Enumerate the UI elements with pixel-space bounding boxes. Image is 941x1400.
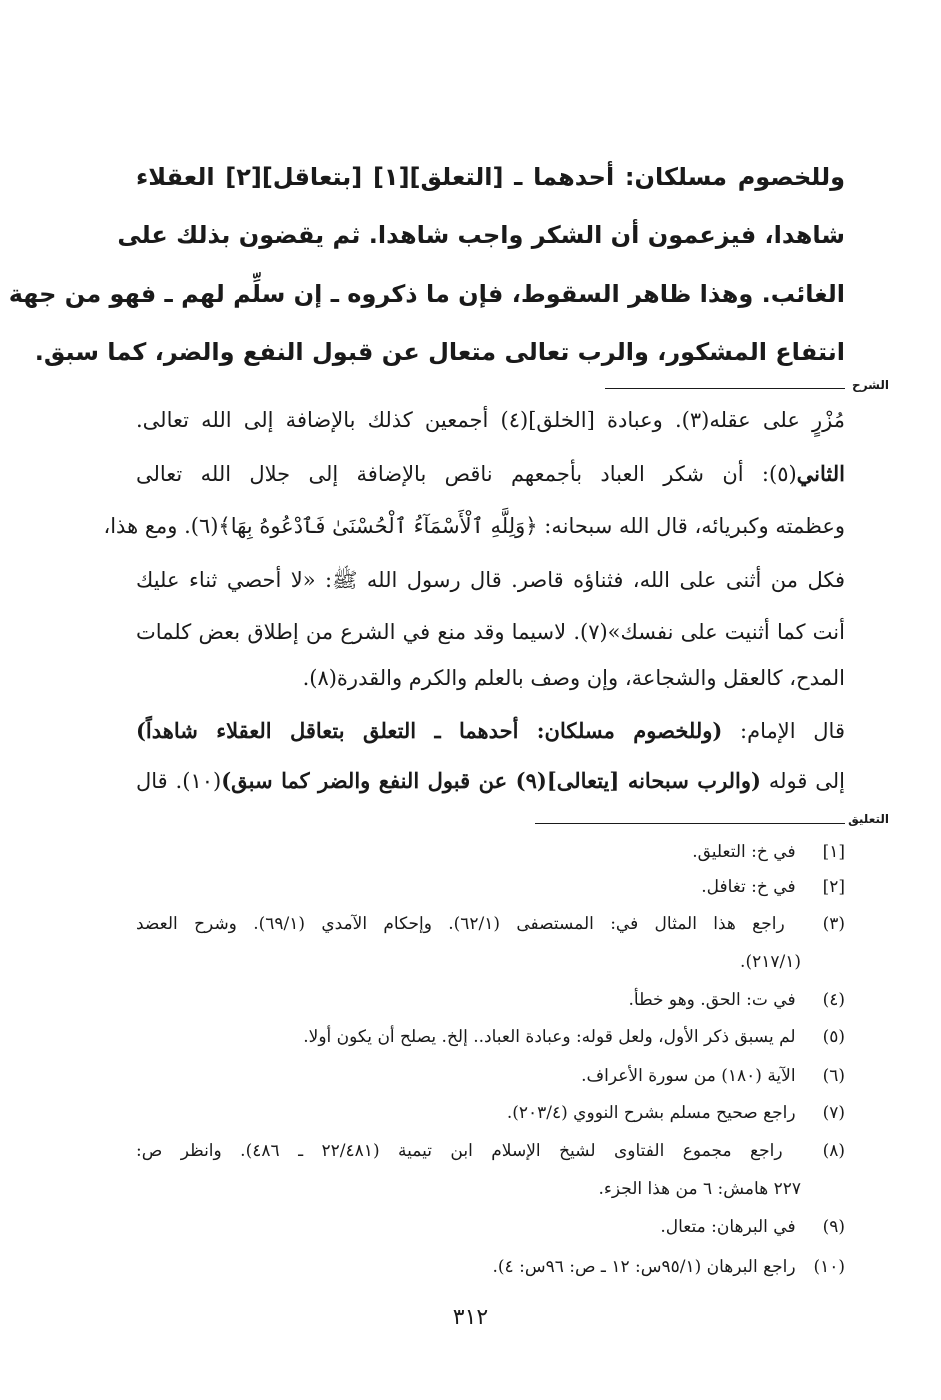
sharh-line-text: (٥): أن شكر العباد بأجمعهم ناقص بالإضافة إلى جلال الله تعالى [136, 462, 797, 486]
footnote-number: [٢] [822, 877, 845, 897]
footnote [136, 1027, 845, 1047]
footnote-number: (٣) [822, 914, 845, 934]
footnote [136, 990, 845, 1010]
footnote-text: في خ: التعليق. [692, 842, 796, 862]
footnote-text: راجع صحيح مسلم بشرح النووي (٢٠٣/٤). [506, 1103, 796, 1123]
footnote-text: في خ: تغافل. [701, 877, 796, 897]
page-number: ٣١٢ [452, 1305, 489, 1330]
footnote [136, 1257, 845, 1277]
sharh-line: أنت كما أثنيت على نفسك»(٧). لاسيما وقد منع في الشرع من إطلاق بعض كلمات [136, 620, 845, 644]
footnote-text: لم يسبق ذكر الأول، ولعل قوله: وعبادة العباد.. إلخ. يصلح أن يكون أولا. [303, 1027, 796, 1047]
quoted-matn: (والرب سبحانه [يتعالى](٩) عن قبول النفع والضر كما سبق) [221, 768, 761, 793]
footnote-text: راجع هذا المثال في: المستصفى (٦٢/١). وإحكام الآمدي (٦٩/١). وشرح العضد [136, 914, 785, 934]
footnote-number: [١] [822, 842, 845, 862]
footnote-continuation: (٢١٧/١). [740, 952, 801, 972]
sharh-line [136, 461, 845, 486]
sharh-line: فكل من أثنى على الله، فثناؤه قاصر. قال رسول الله ﷺ: «لا أحصي ثناء عليك [136, 568, 845, 592]
footnote-continuation: ٢٢٧ هامش: ٦ من هذا الجزء. [598, 1179, 801, 1199]
footnote-number: (٨) [822, 1141, 846, 1161]
footnote-text: في البرهان: متعال. [660, 1217, 796, 1237]
taliq-separator-rule [535, 823, 845, 824]
matn-line: الغائب. وهذا ظاهر السقوط، فإن ما ذكروه ـ إن سلِّم لهم ـ فهو من جهة [8, 280, 845, 308]
footnote-number: (٧) [822, 1103, 845, 1123]
sharh-line [136, 768, 845, 793]
footnote-number: (٦) [822, 1066, 845, 1086]
sharh-line: وعظمته وكبريائه، قال الله سبحانه: ﴿وَلِلَّهِ ٱلْأَسْمَآءُ ٱلْحُسْنَىٰ فَٱدْعُوهُ بِهَا﴾(٦). ومع هذا، [103, 514, 845, 538]
quoted-matn: (وللخصوم مسلكان: أحدهما ـ التعلق بتعاقل العقلاء شاهداً) [136, 718, 723, 743]
footnote-text: في ت: الحق. وهو خطأ. [628, 990, 796, 1010]
footnote [136, 1066, 845, 1086]
footnote-number: (٤) [822, 990, 845, 1010]
matn-line: وللخصوم مسلكان: أحدهما ـ [التعلق][١] [بتعاقل][٢] العقلاء [136, 163, 845, 191]
sharh-heading-second: الثاني [796, 461, 845, 486]
footnote-text: راجع البرهان (٩٥/١س: ١٢ ـ ص: ٩٦س: ٤). [492, 1257, 796, 1277]
sharh-line-text: قال الإمام: [722, 719, 845, 743]
footnote [136, 842, 845, 862]
footnote [136, 877, 845, 897]
matn-line: انتفاع المشكور، والرب تعالى متعال عن قبول النفع والضر، كما سبق. [34, 338, 845, 366]
footnote-text: راجع مجموع الفتاوى لشيخ الإسلام ابن تيمية (٢٢/٤٨١ ـ ٤٨٦). وانظر ص: [136, 1141, 783, 1161]
sharh-separator-rule [605, 388, 845, 389]
footnote [136, 914, 845, 934]
sharh-line: المدح، كالعقل والشجاعة، وإن وصف بالعلم والكرم والقدرة(٨). [302, 666, 845, 690]
footnote [136, 1217, 845, 1237]
footnote-text: الآية (١٨٠) من سورة الأعراف. [581, 1066, 796, 1086]
footnote [136, 1103, 845, 1123]
sharh-line-text: إلى قوله [760, 769, 845, 793]
sharh-line [136, 718, 845, 743]
taliq-separator-label: التعليق [848, 812, 889, 826]
footnote [136, 1141, 845, 1161]
footnote-number: (١٠) [813, 1257, 845, 1277]
footnote-number: (٥) [822, 1027, 845, 1047]
sharh-separator-label: الشرح [852, 378, 889, 392]
sharh-line-text: (١٠). قال [136, 769, 222, 793]
sharh-line: مُزْرٍ على عقله(٣). وعبادة [الخلق](٤) أجمعين كذلك بالإضافة إلى الله تعالى. [136, 408, 846, 432]
matn-line: شاهدا، فيزعمون أن الشكر واجب شاهدا. ثم يقضون بذلك على [117, 221, 845, 249]
footnote-number: (٩) [822, 1217, 845, 1237]
